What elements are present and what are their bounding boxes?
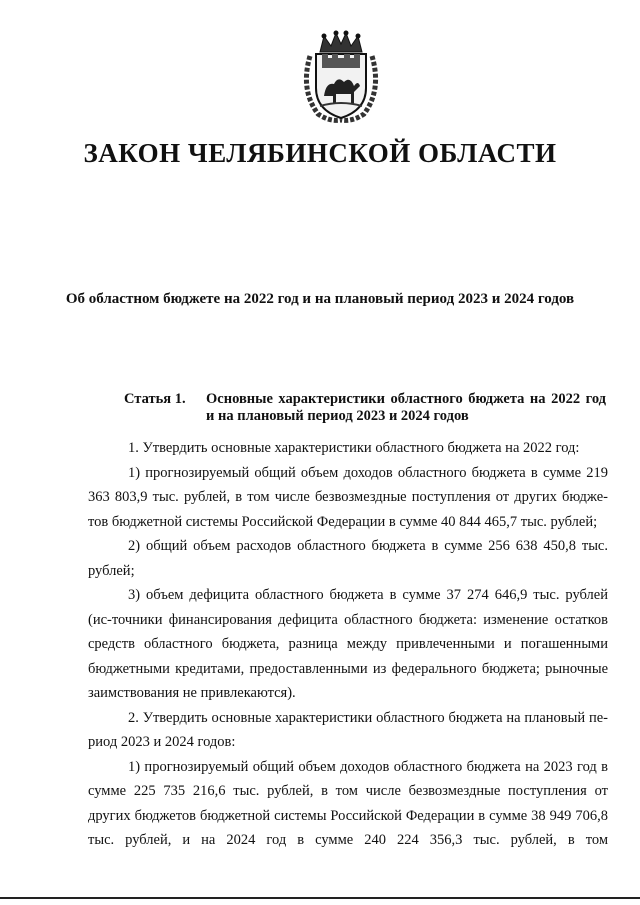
- law-subtitle: Об областном бюджете на 2022 год и на плановый период 2023 и 2024 годов: [65, 291, 575, 307]
- paragraph: 1) прогнозируемый общий объем доходов областного бюджета на 2023 год в сумме 225 735 216,6 тыс. рублей, в том числе безвозмездные поступления от других бюджетов бюджетной системы Российской Федерации в сумме 38 949 706,8 тыс. рублей, и на 2024 год в сумме 240 224 356,3 тыс. рублей, в том: [88, 758, 608, 848]
- article-body: [88, 436, 608, 853]
- law-title: ЗАКОН ЧЕЛЯБИНСКОЙ ОБЛАСТИ: [83, 138, 557, 168]
- paragraph: 1. Утвердить основные характеристики областного бюджета на 2022 год:: [128, 440, 580, 456]
- paragraph: 2) общий объем расходов областного бюджета в сумме 256 638 450,8 тыс. рублей;: [88, 538, 608, 579]
- paragraph: 1) прогнозируемый общий объем доходов областного бюджета в сумме 219 363 803,9 тыс. рублей, в том числе безвозмездные поступления от других бюдже-тов бюджетной системы Российской Федерации в сумме 40 844 465,7 тыс. рублей;: [88, 464, 608, 530]
- coat-of-arms-icon: [298, 30, 384, 124]
- article-label: Статья 1.: [124, 391, 186, 407]
- paragraph: 3) объем дефицита областного бюджета в сумме 37 274 646,9 тыс. рублей (ис-точники финансирования дефицита областного бюджета: изменение остатков средств областного бюджета, разница между привлеченными и погашенными бюджетными кредитами, предоставленными из федерального бюджета; рыночные заимствования не привлекаются).: [88, 587, 608, 701]
- page-bottom-rule: [0, 897, 640, 899]
- coat-of-arms-graphic: [298, 30, 384, 124]
- paragraph: 2. Утвердить основные характеристики областного бюджета на плановый пе-риод 2023 и 2024 годов:: [88, 709, 608, 750]
- article-heading: Основные характеристики областного бюджета на 2022 год и на плановый период 2023 и 2024 годов: [206, 391, 606, 424]
